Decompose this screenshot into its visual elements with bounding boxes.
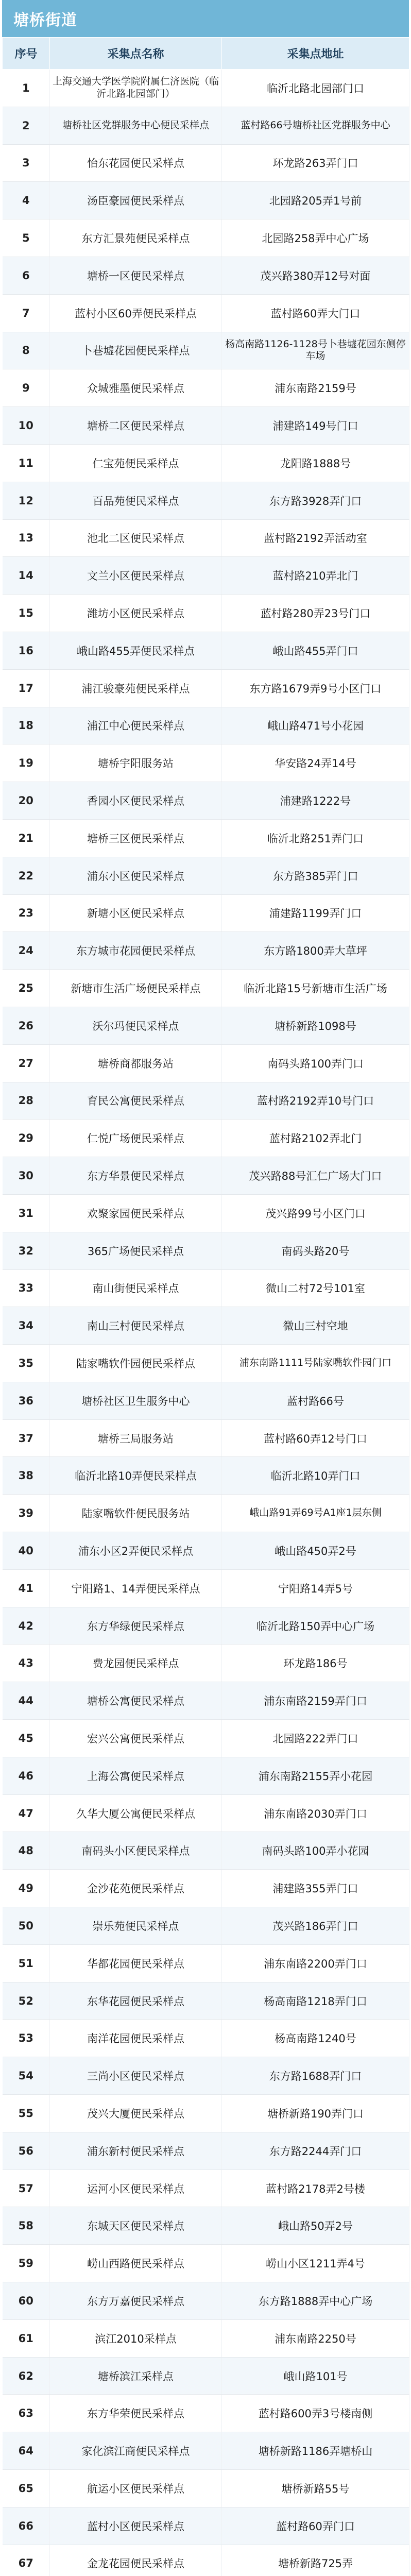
row-address: 崂山小区1211弄4号 [222, 2245, 409, 2282]
row-index: 53 [3, 2020, 50, 2057]
row-address: 塘桥新路190弄门口 [222, 2095, 409, 2132]
row-name: 峨山路455弄便民采样点 [50, 632, 222, 669]
table-row [3, 2507, 409, 2545]
table-row [3, 932, 409, 970]
row-index: 37 [3, 1419, 50, 1457]
row-address: 环龙路263弄门口 [222, 144, 409, 182]
row-address: 浦东南路2159号 [222, 369, 409, 407]
table-row [3, 1232, 409, 1269]
row-name: 崇乐苑便民采样点 [50, 1907, 222, 1945]
row-index: 49 [3, 1870, 50, 1907]
row-name: 东方万嘉便民采样点 [50, 2282, 222, 2320]
row-name: 塘桥二区便民采样点 [50, 407, 222, 445]
table-row [3, 1082, 409, 1120]
row-address: 浦东南路2155弄小花园 [222, 1757, 409, 1794]
row-address: 茂兴路186弄门口 [222, 1907, 409, 1945]
row-index: 25 [3, 970, 50, 1007]
row-index: 11 [3, 444, 50, 482]
row-name: 东方华绿便民采样点 [50, 1607, 222, 1645]
row-index: 54 [3, 2057, 50, 2095]
row-address: 宁阳路14弄5号 [222, 1569, 409, 1607]
row-index: 22 [3, 857, 50, 894]
row-index: 35 [3, 1345, 50, 1382]
row-address: 杨高南路1218弄门口 [222, 1982, 409, 2020]
row-name: 塘桥一区便民采样点 [50, 257, 222, 294]
row-address: 东方路1888弄中心广场 [222, 2282, 409, 2320]
sheet-title-text: 塘桥街道 [13, 11, 77, 29]
row-address: 浦建路1222号 [222, 782, 409, 820]
row-index: 34 [3, 1307, 50, 1345]
row-address: 蓝村路280弄23号门口 [222, 595, 409, 632]
table-row [3, 1532, 409, 1570]
table-row [3, 2057, 409, 2095]
row-name: 航运小区便民采样点 [50, 2470, 222, 2507]
row-index: 15 [3, 595, 50, 632]
row-index: 51 [3, 1944, 50, 1982]
row-name: 宏兴公寓便民采样点 [50, 1720, 222, 1757]
row-address: 龙阳路1888号 [222, 444, 409, 482]
row-address: 峨山路471号小花园 [222, 707, 409, 744]
row-address: 蓝村路600弄3号楼南侧 [222, 2395, 409, 2432]
table-row [3, 2470, 409, 2507]
row-index: 33 [3, 1269, 50, 1307]
row-address: 蓝村路60弄大门口 [222, 294, 409, 332]
table-row [3, 219, 409, 257]
row-name: 上海公寓便民采样点 [50, 1757, 222, 1794]
row-name: 塘桥三局服务站 [50, 1419, 222, 1457]
row-index: 62 [3, 2357, 50, 2395]
row-name: 陆家嘴软件园便民采样点 [50, 1345, 222, 1382]
row-address: 浦东南路2200弄门口 [222, 1944, 409, 1982]
row-address: 塘桥新路55号 [222, 2470, 409, 2507]
row-name: 浦东小区2弄便民采样点 [50, 1532, 222, 1570]
row-index: 60 [3, 2282, 50, 2320]
row-index: 64 [3, 2432, 50, 2470]
table-row [3, 407, 409, 445]
row-name: 东方华荣便民采样点 [50, 2395, 222, 2432]
row-address: 浦建路149号门口 [222, 407, 409, 445]
row-name: 百品苑便民采样点 [50, 482, 222, 519]
row-address: 北园路258弄中心广场 [222, 219, 409, 257]
document-sheet [2, 0, 409, 2576]
table-row [3, 2395, 409, 2432]
table-row [3, 1382, 409, 1419]
row-index: 19 [3, 744, 50, 782]
table-row [3, 2245, 409, 2282]
row-address: 蓝村路2192弄活动室 [222, 519, 409, 557]
row-index: 3 [3, 144, 50, 182]
table-body [3, 70, 409, 2576]
row-name: 临沂北路10弄便民采样点 [50, 1457, 222, 1495]
row-index: 45 [3, 1720, 50, 1757]
table-row [3, 2545, 409, 2576]
row-name: 欢聚家园便民采样点 [50, 1194, 222, 1232]
row-address: 茂兴路88号汇仁广场大门口 [222, 1157, 409, 1195]
row-index: 10 [3, 407, 50, 445]
table-row [3, 144, 409, 182]
row-address: 蓝村路2192弄10号门口 [222, 1082, 409, 1120]
table-row [3, 1307, 409, 1345]
row-name: 南山街便民采样点 [50, 1269, 222, 1307]
row-address: 东方路1800弄大草坪 [222, 932, 409, 970]
row-address: 峨山路50弄2号 [222, 2207, 409, 2245]
row-index: 65 [3, 2470, 50, 2507]
row-index: 63 [3, 2395, 50, 2432]
row-address: 蓝村路66号 [222, 1382, 409, 1419]
table-row [3, 557, 409, 595]
row-index: 66 [3, 2507, 50, 2545]
row-address: 环龙路186号 [222, 1645, 409, 1682]
row-index: 40 [3, 1532, 50, 1570]
table-row [3, 970, 409, 1007]
table-row [3, 1982, 409, 2020]
row-address: 峨山路91弄69号A1座1层东侧 [222, 1495, 409, 1532]
row-name: 塘桥商都服务站 [50, 1044, 222, 1082]
row-index: 52 [3, 1982, 50, 2020]
row-address: 北园路205弄1号前 [222, 182, 409, 219]
row-index: 48 [3, 1832, 50, 1870]
row-index: 16 [3, 632, 50, 669]
row-name: 潍坊小区便民采样点 [50, 595, 222, 632]
row-address: 东方路1679弄9号小区门口 [222, 669, 409, 707]
row-index: 13 [3, 519, 50, 557]
row-index: 21 [3, 819, 50, 857]
row-name: 塘桥三区便民采样点 [50, 819, 222, 857]
table-row [3, 1194, 409, 1232]
table-row [3, 369, 409, 407]
row-index: 1 [3, 70, 50, 107]
row-name: 池北二区便民采样点 [50, 519, 222, 557]
row-name: 塘桥公寓便民采样点 [50, 1682, 222, 1720]
row-index: 50 [3, 1907, 50, 1945]
row-address: 临沂北路150弄中心广场 [222, 1607, 409, 1645]
row-name: 蓝村小区60弄便民采样点 [50, 294, 222, 332]
row-name: 费龙园便民采样点 [50, 1645, 222, 1682]
row-name: 香园小区便民采样点 [50, 782, 222, 820]
table-row [3, 1157, 409, 1195]
row-address: 峨山路101号 [222, 2357, 409, 2395]
row-name: 茂兴大厦便民采样点 [50, 2095, 222, 2132]
row-address: 蓝村路66号塘桥社区党群服务中心 [222, 107, 409, 144]
table-row [3, 1645, 409, 1682]
table-row [3, 1757, 409, 1794]
row-name: 塘桥滨江采样点 [50, 2357, 222, 2395]
table-row [3, 2132, 409, 2170]
row-name: 新塘小区便民采样点 [50, 894, 222, 932]
row-index: 58 [3, 2207, 50, 2245]
sampling-points-table [2, 37, 409, 2576]
row-index: 44 [3, 1682, 50, 1720]
row-address: 临沂北路251弄门口 [222, 819, 409, 857]
row-index: 23 [3, 894, 50, 932]
row-address: 临沂北路北园部门口 [222, 70, 409, 107]
row-index: 14 [3, 557, 50, 595]
row-index: 26 [3, 1007, 50, 1044]
row-index: 32 [3, 1232, 50, 1269]
row-index: 12 [3, 482, 50, 519]
row-index: 57 [3, 2170, 50, 2207]
row-name: 崂山西路便民采样点 [50, 2245, 222, 2282]
row-address: 塘桥新路1186弄塘桥山 [222, 2432, 409, 2470]
row-name: 运河小区便民采样点 [50, 2170, 222, 2207]
table-row [3, 2020, 409, 2057]
row-name: 浦东小区便民采样点 [50, 857, 222, 894]
row-index: 17 [3, 669, 50, 707]
row-address: 浦东南路2250号 [222, 2319, 409, 2357]
row-index: 28 [3, 1082, 50, 1120]
row-address: 蓝村路60弄12号门口 [222, 1419, 409, 1457]
row-index: 39 [3, 1495, 50, 1532]
row-name: 浦东新村便民采样点 [50, 2132, 222, 2170]
header-index: 序号 [3, 38, 50, 70]
row-index: 46 [3, 1757, 50, 1794]
table-header-row [3, 38, 409, 70]
row-address: 峨山路455弄门口 [222, 632, 409, 669]
table-row [3, 1682, 409, 1720]
table-row [3, 1345, 409, 1382]
row-address: 峨山路450弄2号 [222, 1532, 409, 1570]
row-name: 上海交通大学医学院附属仁济医院（临沂北路北园部门） [50, 70, 222, 107]
row-address: 北园路222弄门口 [222, 1720, 409, 1757]
row-index: 47 [3, 1794, 50, 1832]
row-address: 蓝村路210弄北门 [222, 557, 409, 595]
table-row [3, 2207, 409, 2245]
row-address: 华安路24弄14号 [222, 744, 409, 782]
row-index: 59 [3, 2245, 50, 2282]
row-index: 42 [3, 1607, 50, 1645]
row-name: 金龙花园便民采样点 [50, 2545, 222, 2576]
table-row [3, 182, 409, 219]
row-address: 南码头路100弄小花园 [222, 1832, 409, 1870]
table-row [3, 669, 409, 707]
row-name: 东华花园便民采样点 [50, 1982, 222, 2020]
row-address: 南码头路100弄门口 [222, 1044, 409, 1082]
row-index: 38 [3, 1457, 50, 1495]
row-address: 杨高南路1240号 [222, 2020, 409, 2057]
row-name: 卜巷墟花园便民采样点 [50, 332, 222, 369]
row-index: 5 [3, 219, 50, 257]
table-row [3, 1870, 409, 1907]
row-index: 55 [3, 2095, 50, 2132]
row-address: 浦东南路2159弄门口 [222, 1682, 409, 1720]
row-address: 南码头路20号 [222, 1232, 409, 1269]
row-address: 浦建路355弄门口 [222, 1870, 409, 1907]
header-name: 采集点名称 [50, 38, 222, 70]
row-index: 30 [3, 1157, 50, 1195]
table-row [3, 2432, 409, 2470]
table-row [3, 1907, 409, 1945]
row-name: 浦江骏豪苑便民采样点 [50, 669, 222, 707]
row-name: 东城天区便民采样点 [50, 2207, 222, 2245]
row-address: 塘桥新路725弄 [222, 2545, 409, 2576]
table-row [3, 1044, 409, 1082]
row-index: 7 [3, 294, 50, 332]
row-index: 24 [3, 932, 50, 970]
table-row [3, 1794, 409, 1832]
row-name: 怡东花园便民采样点 [50, 144, 222, 182]
row-index: 8 [3, 332, 50, 369]
table-row [3, 1269, 409, 1307]
row-name: 滨江2010采样点 [50, 2319, 222, 2357]
table-row [3, 257, 409, 294]
table-row [3, 1720, 409, 1757]
row-address: 微山三村空地 [222, 1307, 409, 1345]
row-name: 文兰小区便民采样点 [50, 557, 222, 595]
table-row [3, 2095, 409, 2132]
row-address: 浦东南路2030弄门口 [222, 1794, 409, 1832]
row-address: 塘桥新路1098号 [222, 1007, 409, 1044]
row-name: 南山三村便民采样点 [50, 1307, 222, 1345]
row-name: 华都花园便民采样点 [50, 1944, 222, 1982]
table-row [3, 444, 409, 482]
sheet-title [2, 0, 409, 37]
table-row [3, 1419, 409, 1457]
row-name: 塘桥社区卫生服务中心 [50, 1382, 222, 1419]
row-name: 新塘市生活广场便民采样点 [50, 970, 222, 1007]
table-row [3, 70, 409, 107]
row-name: 仁悦广场便民采样点 [50, 1120, 222, 1157]
table-row [3, 107, 409, 144]
row-name: 三尚小区便民采样点 [50, 2057, 222, 2095]
row-name: 南码头小区便民采样点 [50, 1832, 222, 1870]
table-row [3, 482, 409, 519]
row-index: 67 [3, 2545, 50, 2576]
row-name: 陆家嘴软件便民服务站 [50, 1495, 222, 1532]
table-row [3, 1607, 409, 1645]
row-address: 临沂北路10弄门口 [222, 1457, 409, 1495]
row-name: 365广场便民采样点 [50, 1232, 222, 1269]
row-index: 41 [3, 1569, 50, 1607]
row-address: 蓝村路60弄门口 [222, 2507, 409, 2545]
row-name: 家化滨江商便民采样点 [50, 2432, 222, 2470]
row-address: 临沂北路15号新塘市生活广场 [222, 970, 409, 1007]
row-address: 东方路1688弄门口 [222, 2057, 409, 2095]
row-address: 蓝村路2102弄北门 [222, 1120, 409, 1157]
row-name: 东方城市花园便民采样点 [50, 932, 222, 970]
row-index: 43 [3, 1645, 50, 1682]
row-name: 塘桥宇阳服务站 [50, 744, 222, 782]
row-address: 东方路385弄门口 [222, 857, 409, 894]
header-address: 采集点地址 [222, 38, 409, 70]
table-row [3, 819, 409, 857]
table-row [3, 519, 409, 557]
row-address: 浦东南路1111号陆家嘴软件园门口 [222, 1345, 409, 1382]
row-index: 31 [3, 1194, 50, 1232]
row-index: 56 [3, 2132, 50, 2170]
table-row [3, 782, 409, 820]
table-row [3, 1944, 409, 1982]
table-row [3, 857, 409, 894]
row-index: 36 [3, 1382, 50, 1419]
table-row [3, 894, 409, 932]
table-row [3, 1457, 409, 1495]
table-row [3, 707, 409, 744]
table-row [3, 1120, 409, 1157]
row-index: 4 [3, 182, 50, 219]
row-name: 东方汇景苑便民采样点 [50, 219, 222, 257]
row-address: 蓝村路2178弄2号楼 [222, 2170, 409, 2207]
row-index: 29 [3, 1120, 50, 1157]
table-row [3, 595, 409, 632]
row-index: 18 [3, 707, 50, 744]
row-index: 2 [3, 107, 50, 144]
table-row [3, 1007, 409, 1044]
row-name: 塘桥社区党群服务中心便民采样点 [50, 107, 222, 144]
row-address: 微山二村72号101室 [222, 1269, 409, 1307]
row-name: 育民公寓便民采样点 [50, 1082, 222, 1120]
table-row [3, 332, 409, 369]
row-name: 东方华景便民采样点 [50, 1157, 222, 1195]
table-row [3, 2170, 409, 2207]
row-name: 久华大厦公寓便民采样点 [50, 1794, 222, 1832]
row-name: 仁宝苑便民采样点 [50, 444, 222, 482]
table-row [3, 294, 409, 332]
row-address: 茂兴路380弄12号对面 [222, 257, 409, 294]
row-name: 南洋花园便民采样点 [50, 2020, 222, 2057]
row-index: 61 [3, 2319, 50, 2357]
row-name: 汤臣豪园便民采样点 [50, 182, 222, 219]
table-row [3, 1495, 409, 1532]
row-name: 宁阳路1、14弄便民采样点 [50, 1569, 222, 1607]
row-index: 6 [3, 257, 50, 294]
row-index: 20 [3, 782, 50, 820]
table-row [3, 1569, 409, 1607]
table-row [3, 744, 409, 782]
row-name: 蓝村小区便民采样点 [50, 2507, 222, 2545]
row-address: 杨高南路1126-1128号卜巷墟花园东侧停车场 [222, 332, 409, 369]
row-address: 东方路3928弄门口 [222, 482, 409, 519]
row-address: 茂兴路99号小区门口 [222, 1194, 409, 1232]
row-address: 浦建路1199弄门口 [222, 894, 409, 932]
table-row [3, 2319, 409, 2357]
table-row [3, 632, 409, 669]
table-row [3, 1832, 409, 1870]
table-row [3, 2357, 409, 2395]
row-name: 众城雅墨便民采样点 [50, 369, 222, 407]
row-index: 27 [3, 1044, 50, 1082]
row-index: 9 [3, 369, 50, 407]
table-row [3, 2282, 409, 2320]
row-name: 浦江中心便民采样点 [50, 707, 222, 744]
row-name: 沃尔玛便民采样点 [50, 1007, 222, 1044]
row-address: 东方路2244弄门口 [222, 2132, 409, 2170]
row-name: 金沙花苑便民采样点 [50, 1870, 222, 1907]
